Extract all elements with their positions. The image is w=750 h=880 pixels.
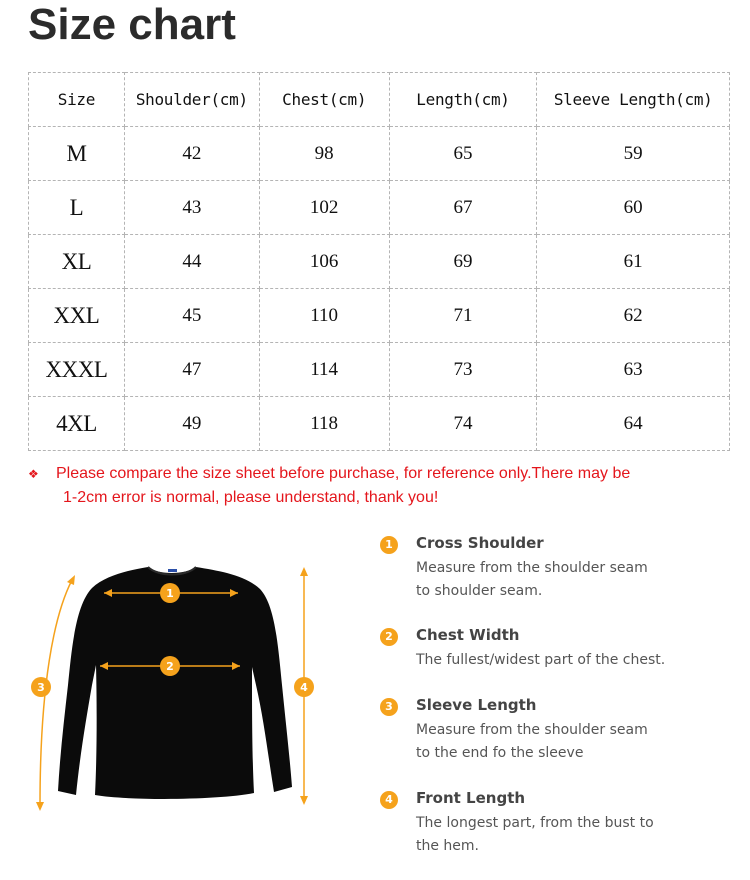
legend-desc-line: to the end fo the sleeve <box>416 745 584 761</box>
marker-4-label: 4 <box>300 681 308 694</box>
legend-description <box>416 812 716 858</box>
header-shoulder: Shoulder(cm) <box>124 73 259 127</box>
table-row <box>29 343 730 397</box>
length-cell: 67 <box>389 181 537 235</box>
legend-desc-line: The longest part, from the bust to <box>416 815 654 831</box>
number-1-icon: 1 <box>380 536 398 554</box>
sleeve-length-cell: 62 <box>537 289 730 343</box>
page-title: Size chart <box>28 0 236 49</box>
legend-title: Sleeve Length <box>416 696 537 714</box>
marker-3-label: 3 <box>37 681 45 694</box>
legend-desc-line: The fullest/widest part of the chest. <box>416 652 666 668</box>
chest-cell: 118 <box>259 397 389 451</box>
notice-line-1: Please compare the size sheet before purchase, for reference only.There may be <box>56 465 631 482</box>
chest-cell: 106 <box>259 235 389 289</box>
size-cell: XXXL <box>29 343 125 397</box>
shoulder-cell: 44 <box>124 235 259 289</box>
length-cell: 71 <box>389 289 537 343</box>
sleeve-length-cell: 64 <box>537 397 730 451</box>
sleeve-arrowhead-bottom <box>36 802 44 811</box>
chest-cell: 98 <box>259 127 389 181</box>
legend-title: Chest Width <box>416 626 520 644</box>
number-3-icon: 3 <box>380 698 398 716</box>
marker-2-label: 2 <box>166 660 174 673</box>
header-sleeve-length: Sleeve Length(cm) <box>537 73 730 127</box>
sleeve-length-cell: 60 <box>537 181 730 235</box>
number-2-icon: 2 <box>380 628 398 646</box>
shirt-measurement-diagram <box>20 555 320 825</box>
chest-cell: 102 <box>259 181 389 235</box>
legend-description <box>416 719 716 765</box>
size-cell: XL <box>29 235 125 289</box>
legend-desc-line: Measure from the shoulder seam <box>416 722 648 738</box>
diamond-bullet-icon: ❖ <box>28 467 39 481</box>
size-notice <box>28 462 708 510</box>
shirt-illustration <box>58 567 292 799</box>
length-cell: 65 <box>389 127 537 181</box>
size-cell: 4XL <box>29 397 125 451</box>
shoulder-cell: 47 <box>124 343 259 397</box>
size-cell: L <box>29 181 125 235</box>
sleeve-length-cell: 59 <box>537 127 730 181</box>
table-row <box>29 181 730 235</box>
legend-description <box>416 649 716 672</box>
header-length: Length(cm) <box>389 73 537 127</box>
size-cell: M <box>29 127 125 181</box>
sleeve-arrowhead-top <box>67 575 75 585</box>
chest-cell: 110 <box>259 289 389 343</box>
sleeve-length-cell: 63 <box>537 343 730 397</box>
header-size: Size <box>29 73 125 127</box>
length-cell: 74 <box>389 397 537 451</box>
legend-desc-line: to shoulder seam. <box>416 583 543 599</box>
shoulder-cell: 49 <box>124 397 259 451</box>
legend-desc-line: Measure from the shoulder seam <box>416 560 648 576</box>
size-cell: XXL <box>29 289 125 343</box>
length-cell: 73 <box>389 343 537 397</box>
length-cell: 69 <box>389 235 537 289</box>
table-row <box>29 289 730 343</box>
table-row <box>29 235 730 289</box>
sleeve-length-cell: 61 <box>537 235 730 289</box>
notice-line-2: 1-2cm error is normal, please understand, thank you! <box>63 489 439 506</box>
legend-title: Front Length <box>416 789 526 807</box>
shoulder-cell: 42 <box>124 127 259 181</box>
legend-title: Cross Shoulder <box>416 534 544 552</box>
legend-description <box>416 557 716 603</box>
table-row <box>29 397 730 451</box>
size-table <box>28 72 730 451</box>
header-chest: Chest(cm) <box>259 73 389 127</box>
table-row <box>29 127 730 181</box>
shoulder-cell: 43 <box>124 181 259 235</box>
length-arrowhead-top <box>300 567 308 576</box>
table-header-row <box>29 73 730 127</box>
length-arrowhead-bottom <box>300 796 308 805</box>
chest-cell: 114 <box>259 343 389 397</box>
collar-tag <box>168 569 177 572</box>
legend-desc-line: the hem. <box>416 838 479 854</box>
marker-1-label: 1 <box>166 587 174 600</box>
number-4-icon: 4 <box>380 791 398 809</box>
shoulder-cell: 45 <box>124 289 259 343</box>
